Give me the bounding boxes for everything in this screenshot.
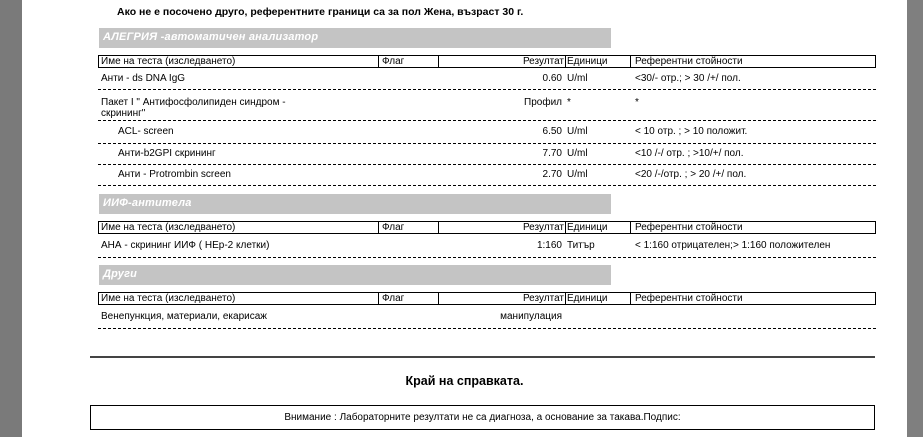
test-units: U/ml [567, 73, 588, 84]
report-page [22, 0, 907, 437]
col-name-header: Име на теста (изследването) [101, 56, 236, 67]
row-divider [98, 143, 876, 144]
viewer-right-margin [907, 0, 923, 437]
section-header-alegria [99, 28, 611, 48]
table-header [98, 55, 876, 68]
test-result: 2.70 [542, 169, 562, 180]
test-name: Венепункция, материали, екарисаж [101, 311, 267, 322]
test-units: * [567, 97, 571, 108]
test-reference: <10 /-/ отр. ; >10/+/ пол. [635, 148, 744, 159]
end-of-report: Край на справката. [405, 374, 524, 388]
warning-text: Внимание : Лабораторните резултати не са диагноза, а основание за такава.Подпис: [284, 412, 681, 423]
test-reference: * [635, 97, 639, 108]
test-name: Анти - ds DNA IgG [101, 73, 186, 84]
col-flag-header: Флаг [382, 293, 405, 304]
col-result-header: Резултат [522, 222, 564, 233]
test-result: 1:160 [536, 240, 562, 251]
row-divider [98, 257, 876, 258]
col-result-header: Резултат [522, 293, 564, 304]
test-units: U/ml [567, 148, 588, 159]
table-header [98, 221, 876, 234]
test-result: 7.70 [542, 148, 562, 159]
viewer-left-margin [0, 0, 22, 437]
col-reference-header: Референтни стойности [635, 293, 743, 304]
row-divider [98, 164, 876, 165]
test-units: Титър [567, 240, 595, 251]
test-name: АНА - скрининг ИИФ ( НЕр-2 клетки) [101, 240, 270, 251]
section-title: АЛЕГРИЯ -автоматичен анализатор [103, 31, 319, 43]
warning-box [90, 405, 875, 430]
test-name: Пакет I " Антифосфолипиден синдром - [101, 97, 286, 108]
col-units-header: Единици [567, 293, 608, 304]
reference-note: Ако не е посочено друго, референтните граници са за пол Жена, възраст 30 г. [117, 6, 524, 18]
table-header [98, 292, 876, 305]
test-result: 0.60 [542, 73, 562, 84]
col-reference-header: Референтни стойности [635, 56, 743, 67]
col-units-header: Единици [567, 56, 608, 67]
col-flag-header: Флаг [382, 56, 405, 67]
row-divider [98, 89, 876, 90]
test-units: U/ml [567, 169, 588, 180]
row-divider [98, 185, 876, 186]
test-reference: <30/- отр.; > 30 /+/ пол. [635, 73, 741, 84]
test-name: Анти-b2GPI скрининг [118, 148, 216, 159]
section-header-iif [99, 194, 611, 214]
test-reference: < 1:160 отрицателен;> 1:160 положителен [635, 240, 831, 251]
test-result: 6.50 [542, 126, 562, 137]
col-flag-header: Флаг [382, 222, 405, 233]
col-name-header: Име на теста (изследването) [101, 222, 236, 233]
section-title: ИИФ-антитела [103, 197, 192, 209]
col-reference-header: Референтни стойности [635, 222, 743, 233]
col-units-header: Единици [567, 222, 608, 233]
row-divider [98, 120, 876, 121]
test-units: U/ml [567, 126, 588, 137]
test-name-cont: скрининг" [101, 108, 146, 119]
test-reference: < 10 отр. ; > 10 положит. [635, 126, 748, 137]
test-name: ACL- screen [118, 126, 174, 137]
end-rule [90, 356, 875, 358]
section-header-other [99, 265, 611, 285]
section-title: Други [103, 268, 138, 280]
col-name-header: Име на теста (изследването) [101, 293, 236, 304]
test-reference: <20 /-/отр. ; > 20 /+/ пол. [635, 169, 747, 180]
col-result-header: Резултат [522, 56, 564, 67]
test-result: Профил [524, 97, 562, 108]
row-divider [98, 328, 876, 329]
test-name: Анти - Protrombin screen [118, 169, 231, 180]
test-result: манипулация [500, 311, 562, 322]
